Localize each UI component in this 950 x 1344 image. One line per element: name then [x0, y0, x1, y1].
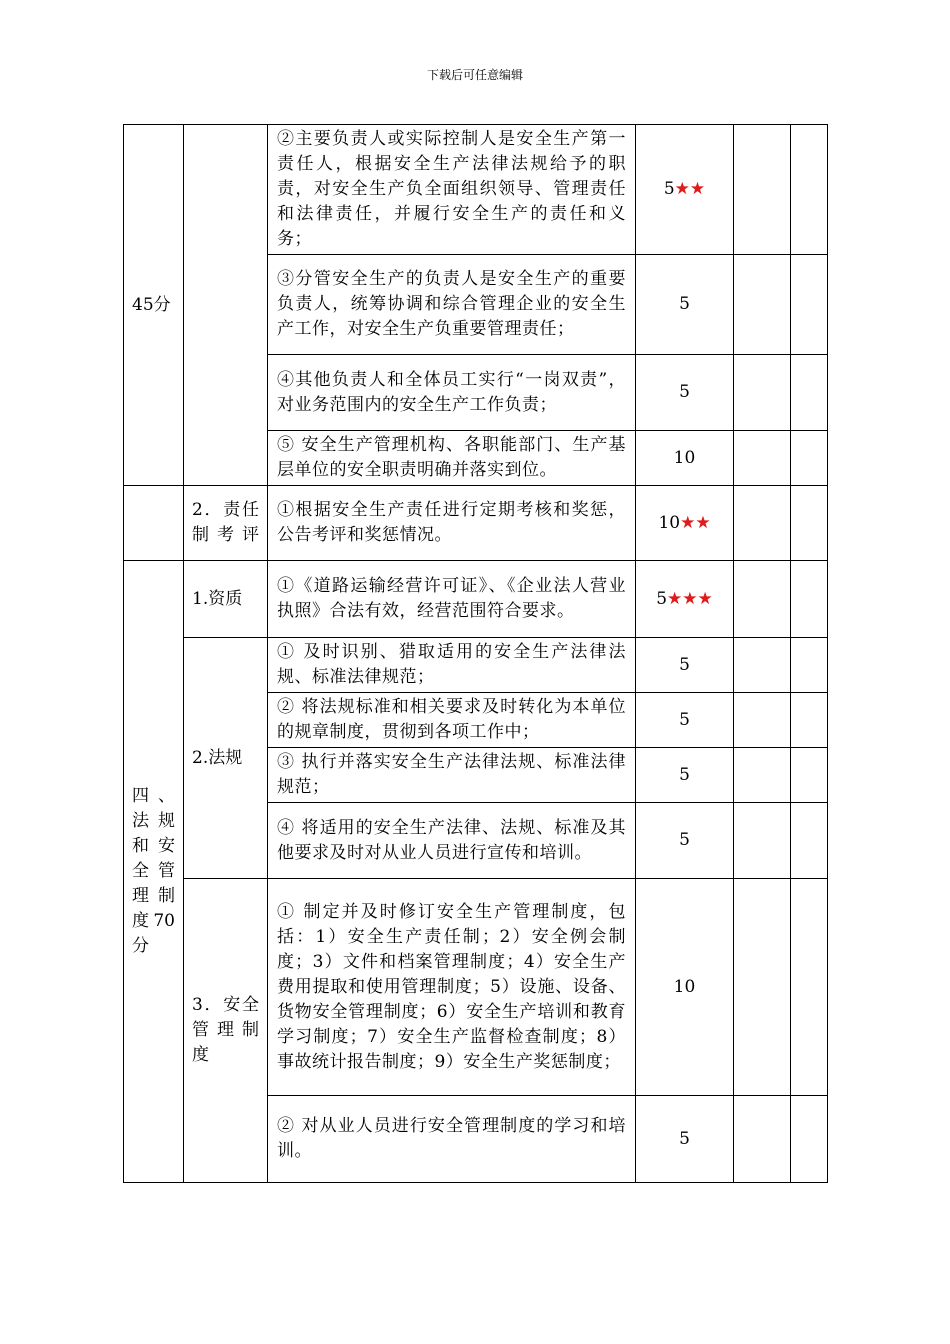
blank-cell [791, 486, 828, 561]
blank-cell [734, 1096, 791, 1183]
score-cell [636, 1096, 734, 1183]
page-header: 下载后可任意编辑 [426, 68, 523, 82]
subsection-cell-empty [184, 125, 268, 486]
score-value: 5 [679, 654, 690, 675]
section-cell [124, 561, 184, 1183]
score-value: 10 [673, 447, 696, 468]
score-value: 5 [663, 179, 675, 199]
blank-cell [791, 355, 828, 431]
subsection-cell [184, 638, 268, 879]
score-cell [636, 561, 734, 638]
section-label: 45分 [132, 294, 171, 315]
blank-cell [734, 255, 791, 355]
score-cell [636, 748, 734, 803]
blank-cell [791, 255, 828, 355]
blank-cell [791, 431, 828, 486]
score-value: 5 [656, 588, 668, 609]
blank-cell [791, 803, 828, 879]
blank-cell [734, 693, 791, 748]
subsection-cell [184, 486, 268, 561]
star-icon: ★★★ [667, 588, 713, 609]
score-value: 10 [673, 976, 696, 997]
score-cell [636, 355, 734, 431]
subsection-label: 3．安全管理制度 [192, 995, 259, 1065]
score-value: 5 [679, 830, 690, 850]
blank-cell [791, 879, 828, 1096]
subsection-label: 2.法规 [192, 747, 243, 768]
item-text: ③分管安全生产的负责人是安全生产的重要负责人，统筹协调和综合管理企业的安全生产工作，对安全生产负重要管理责任； [268, 255, 636, 355]
score-cell [636, 125, 734, 255]
subsection-label: 2．责任制考评 [192, 500, 259, 545]
score-cell [636, 803, 734, 879]
score-value: 10 [658, 512, 681, 533]
score-cell [636, 486, 734, 561]
score-cell [636, 879, 734, 1096]
blank-cell [734, 638, 791, 693]
blank-cell [734, 561, 791, 638]
score-value: 5 [679, 294, 690, 314]
item-text: ② 将法规标准和相关要求及时转化为本单位的规章制度，贯彻到各项工作中； [268, 693, 636, 748]
section-cell [124, 125, 184, 486]
blank-cell [791, 638, 828, 693]
blank-cell [791, 693, 828, 748]
blank-cell [734, 486, 791, 561]
item-text: ④其他负责人和全体员工实行“一岗双责”，对业务范围内的安全生产工作负责； [268, 355, 636, 431]
blank-cell [791, 1096, 828, 1183]
blank-cell [791, 561, 828, 638]
score-value: 5 [679, 1128, 690, 1149]
assessment-table [123, 124, 828, 1183]
score-value: 5 [679, 382, 690, 402]
star-icon: ★★ [674, 179, 706, 199]
blank-cell [734, 125, 791, 255]
blank-cell [734, 431, 791, 486]
item-text: ④ 将适用的安全生产法律、法规、标准及其他要求及时对从业人员进行宣传和培训。 [268, 803, 636, 879]
score-cell [636, 255, 734, 355]
blank-cell [734, 355, 791, 431]
blank-cell [734, 748, 791, 803]
score-cell [636, 431, 734, 486]
blank-cell [734, 879, 791, 1096]
subsection-cell [184, 561, 268, 638]
blank-cell [791, 125, 828, 255]
blank-cell [734, 803, 791, 879]
section-cell-empty [124, 486, 184, 561]
score-cell [636, 693, 734, 748]
item-text: ② 对从业人员进行安全管理制度的学习和培训。 [268, 1096, 636, 1183]
subsection-cell [184, 879, 268, 1183]
blank-cell [791, 748, 828, 803]
item-text: ① 制定并及时修订安全生产管理制度，包括：1）安全生产责任制；2）安全例会制度；3）文件和档案管理制度；4）安全生产费用提取和使用管理制度；5）设施、设备、货物安全管理制度；6）安全生产培训和教育学习制度；7）安全生产监督检查制度；8）事故统计报告制度；9）安全生产奖惩制度； [268, 879, 636, 1096]
subsection-label: 1.资质 [192, 588, 243, 609]
item-text: ③ 执行并落实安全生产法律法规、标准法律规范； [268, 748, 636, 803]
item-text: ①根据安全生产责任进行定期考核和奖惩，公告考评和奖惩情况。 [268, 486, 636, 561]
item-text: ⑤ 安全生产管理机构、各职能部门、生产基层单位的安全职责明确并落实到位。 [268, 431, 636, 486]
section-label: 四、法规和安全管理制度70分 [132, 786, 175, 956]
star-icon: ★★ [680, 512, 711, 533]
score-cell [636, 638, 734, 693]
score-value: 5 [679, 764, 690, 785]
score-value: 5 [679, 709, 690, 730]
item-text: ①《道路运输经营许可证》、《企业法人营业执照》合法有效，经营范围符合要求。 [268, 561, 636, 638]
item-text: ②主要负责人或实际控制人是安全生产第一责任人，根据安全生产法律法规给予的职责，对安全生产负全面组织领导、管理责任和法律责任，并履行安全生产的责任和义务； [268, 125, 636, 255]
item-text: ① 及时识别、猎取适用的安全生产法律法规、标准法律规范； [268, 638, 636, 693]
